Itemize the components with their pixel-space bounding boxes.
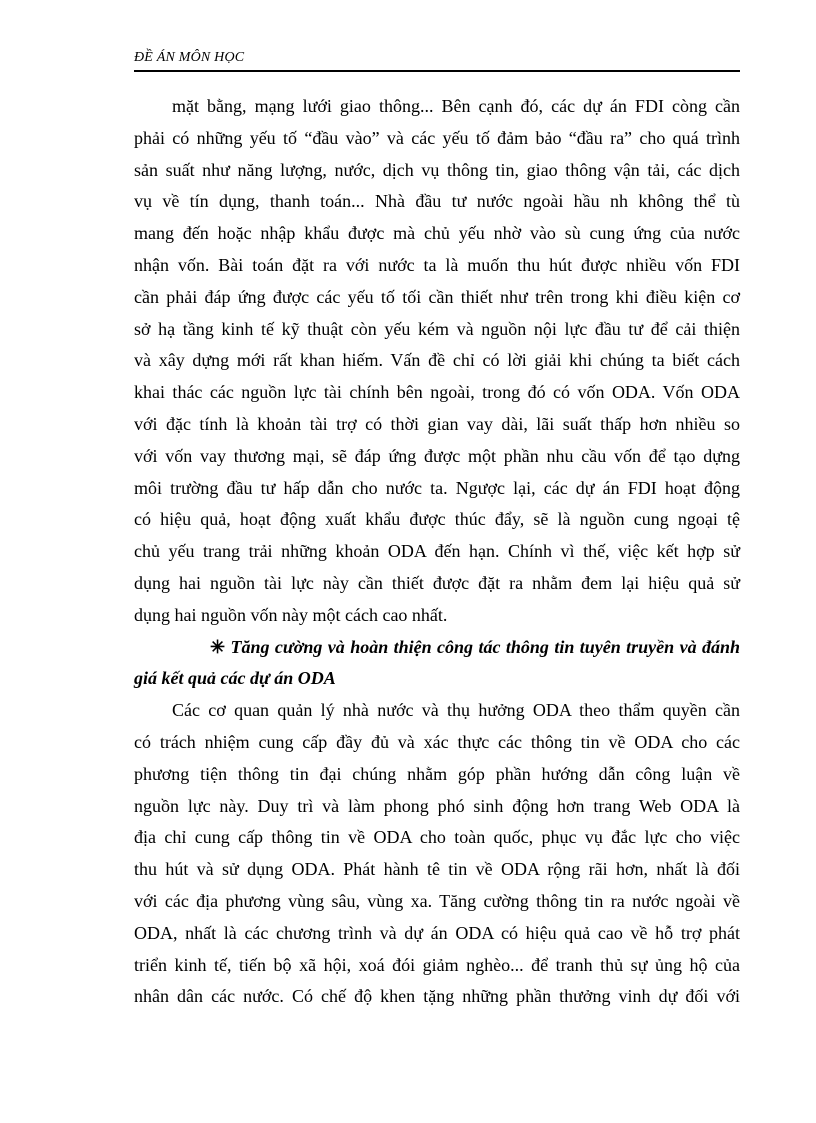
- text-line: và xây dựng mới rất khan hiếm. Vấn đề chỉ có lời giải khi chúng ta biết cách: [134, 350, 740, 371]
- heading-line: [134, 632, 740, 664]
- text-line: mang đến hoặc nhập khẩu được mà chủ yếu nhờ vào sù cung ứng của nước: [134, 223, 740, 244]
- text-line: ODA, nhất là các chương trình và dự án ODA có hiệu quả cao về hỗ trợ phát: [134, 922, 740, 943]
- text-line: triển kinh tế, tiến bộ xã hội, xoá đói giảm nghèo... để tranh thủ sự ủng hộ của: [134, 954, 740, 975]
- text-line: môi trường đầu tư hấp dẫn cho nước ta. Ngược lại, các dự án FDI hoạt động: [134, 477, 740, 498]
- section-heading: [134, 632, 740, 696]
- text-line: chủ yếu trang trải những khoản ODA đến hạn. Chính vì thế, việc kết hợp sử: [134, 541, 740, 562]
- document-body: [134, 91, 740, 1013]
- heading-text: Tăng cường và hoàn thiện công tác thông tin tuyên truyền và đánh: [230, 636, 741, 657]
- text-line: dụng hai nguồn vốn này một cách cao nhất.: [134, 604, 448, 625]
- text-line: khai thác các nguồn lực tài chính bên ngoài, trong đó có vốn ODA. Vốn ODA: [134, 382, 740, 403]
- paragraph-fdi-oda: [134, 91, 740, 632]
- asterisk-bullet-icon: ✳: [210, 636, 226, 657]
- text-line: nhận vốn. Bài toán đặt ra với nước ta là muốn thu hút được nhiều vốn FDI: [134, 254, 740, 275]
- text-line: Các cơ quan quản lý nhà nước và thụ hưởng ODA theo thẩm quyền cần: [172, 700, 740, 721]
- text-line: sản suất như năng lượng, nước, dịch vụ thông tin, giao thông vận tải, các dịch: [134, 159, 740, 180]
- text-line: cần phải đáp ứng được các yếu tố tối cần thiết như trên trong khi điều kiện cơ: [134, 286, 740, 307]
- text-line: vụ về tín dụng, thanh toán... Nhà đầu tư nước ngoài hầu nh không thể tù: [134, 191, 740, 212]
- text-line: có hiệu quả, hoạt động xuất khẩu được thúc đẩy, sẽ là nguồn cung ngoại tệ: [134, 509, 740, 530]
- text-line: với các địa phương vùng sâu, vùng xa. Tăng cường thông tin ra nước ngoài về: [134, 890, 740, 911]
- text-line: nguồn lực này. Duy trì và làm phong phó sinh động hơn trang Web ODA là: [134, 795, 740, 816]
- text-line: mặt bằng, mạng lưới giao thông... Bên cạnh đó, các dự án FDI còng cần: [172, 96, 740, 116]
- text-line: thu hút và sử dụng ODA. Phát hành tê tin về ODA rộng rãi hơn, nhất là đối: [134, 859, 740, 880]
- text-line: dụng hai nguồn tài lực này cần thiết được đặt ra nhằm đem lại hiệu quả sử: [134, 572, 740, 593]
- text-line: có trách nhiệm cung cấp đầy đủ và xác thực các thông tin về ODA cho các: [134, 731, 740, 752]
- text-line: phải có những yếu tố “đầu vào” và các yếu tố đảm bảo “đầu ra” cho quá trình: [134, 127, 740, 148]
- paragraph-oda-information: [134, 695, 740, 1013]
- page-header: [134, 48, 740, 72]
- text-line: nhân dân các nước. Có chế độ khen tặng những phần thưởng vinh dự đối với: [134, 986, 740, 1007]
- text-line: địa chỉ cung cấp thông tin về ODA cho toàn quốc, phục vụ đắc lực cho việc: [134, 827, 740, 848]
- text-line: với vốn vay thương mại, sẽ đáp ứng được một phần nhu cầu vốn để tạo dựng: [134, 445, 740, 466]
- text-line: sở hạ tầng kinh tế kỹ thuật còn yếu kém và nguồn nội lực đầu tư để cải thiện: [134, 318, 740, 339]
- text-line: phương tiện thông tin đại chúng nhằm góp phần hướng dẫn công luận về: [134, 763, 740, 784]
- text-line: với đặc tính là khoản tài trợ có thời gian vay dài, lãi suất thấp hơn nhiều so: [134, 413, 740, 434]
- header-title: ĐỀ ÁN MÔN HỌC: [134, 50, 245, 65]
- heading-line: giá kết quả các dự án ODA: [134, 668, 336, 689]
